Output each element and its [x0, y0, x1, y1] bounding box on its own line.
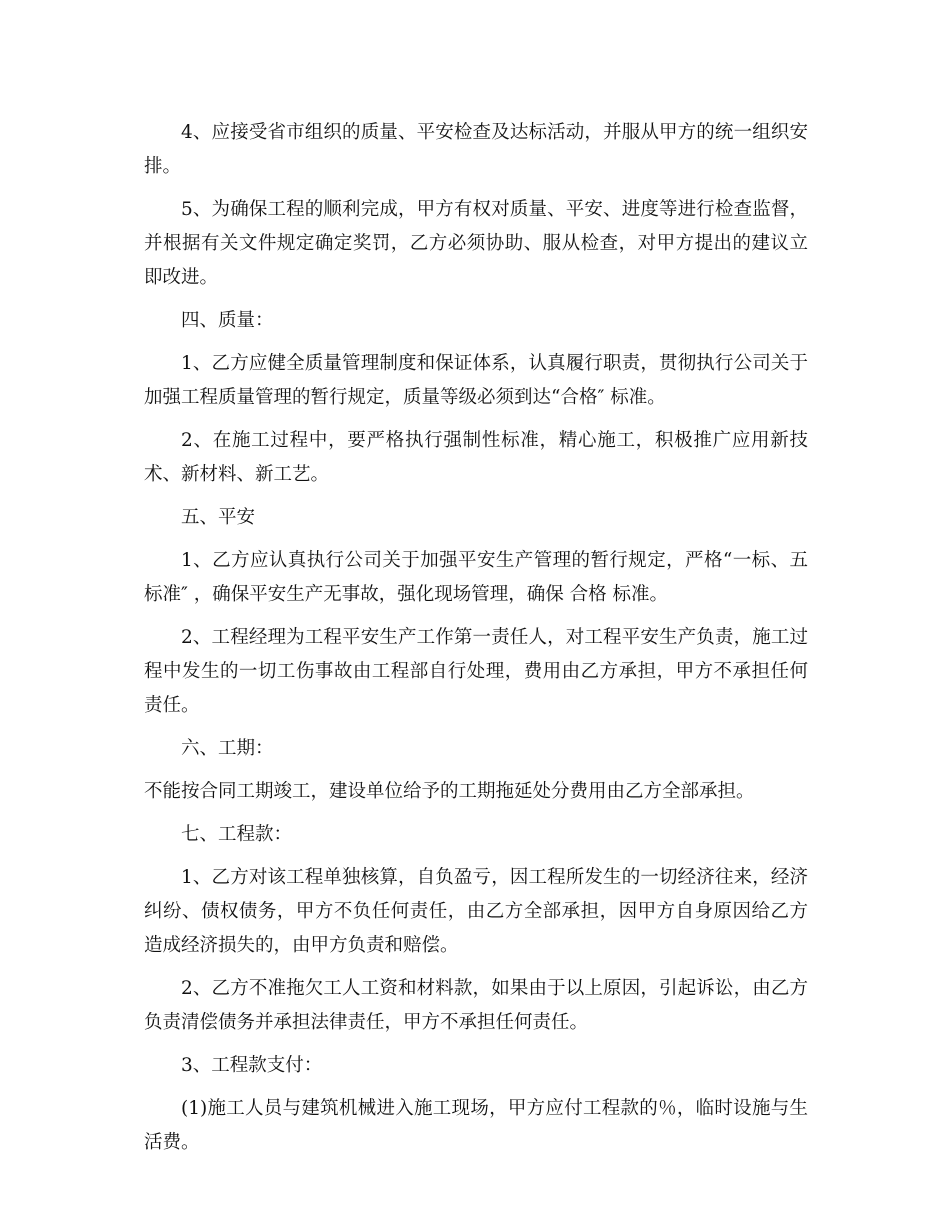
- section-heading-quality: 四、质量：: [181, 310, 274, 331]
- payment-subclause-1: (1)施工人员与建筑机械进入施工现场，甲方应付工程款的％，临时设施与生活费。: [144, 1098, 808, 1153]
- clause-4-inspection: 4、应接受省市组织的质量、平安检查及达标活动，并服从甲方的统一组织安排。: [144, 122, 808, 177]
- section-heading-schedule: 六、工期：: [181, 738, 274, 759]
- payment-clause-3-heading: 3、工程款支付：: [181, 1055, 323, 1076]
- section-heading-payment: 七、工程款：: [181, 824, 293, 845]
- schedule-clause: 不能按合同工期竣工，建设单位给予的工期拖延处分费用由乙方全部承担。: [144, 781, 755, 802]
- safety-clause-2: 2、工程经理为工程平安生产工作第一责任人，对工程平安生产负责，施工过程中发生的一切工伤事故由工程部自行处理，费用由乙方承担，甲方不承担任何责任。: [144, 627, 808, 716]
- section-heading-safety: 五、平安: [181, 507, 256, 528]
- quality-clause-2: 2、在施工过程中，要严格执行强制性标准，精心施工，积极推广应用新技术、新材料、新工艺。: [144, 430, 808, 485]
- document-body: [144, 116, 808, 1169]
- safety-clause-1: 1、乙方应认真执行公司关于加强平安生产管理的暂行规定，严格“一标、五标准″ ，确保平安生产无事故，强化现场管理，确保 合格 标准。: [144, 550, 808, 605]
- payment-clause-2: 2、乙方不准拖欠工人工资和材料款，如果由于以上原因，引起诉讼，由乙方负责清偿债务并承担法律责任，甲方不承担任何责任。: [144, 978, 808, 1033]
- quality-clause-1: 1、乙方应健全质量管理制度和保证体系，认真履行职责，贯彻执行公司关于加强工程质量管理的暂行规定，质量等级必须到达“合格″ 标准。: [144, 353, 808, 408]
- payment-clause-1: 1、乙方对该工程单独核算，自负盈亏，因工程所发生的一切经济往来，经济纠纷、债权债务，甲方不负任何责任，由乙方全部承担，因甲方自身原因给乙方造成经济损失的，由甲方负责和赔偿。: [144, 867, 808, 956]
- clause-5-supervision: 5、为确保工程的顺利完成，甲方有权对质量、平安、进度等进行检查监督，并根据有关文件规定确定奖罚，乙方必须协助、服从检查，对甲方提出的建议立即改进。: [144, 199, 808, 288]
